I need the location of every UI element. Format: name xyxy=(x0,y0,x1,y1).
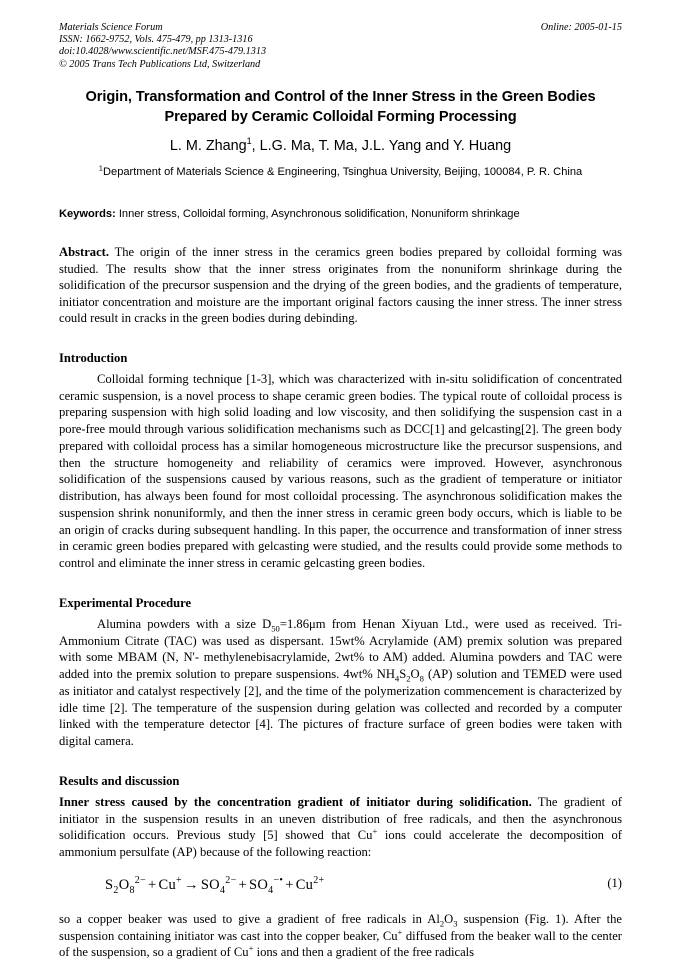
experimental-text-5: (AP) solution and TEMED were used as initiator and catalyst respectively [2], and the time of the polymerization commencement is characterized by idle time [2]. The temperature of the suspension during gelation was collected and recorded by a computer linked with the temperature detector [4]. The pictures of fracture surface of green bodies were taken with digital camera. xyxy=(59,667,622,749)
closing-text-2: O xyxy=(444,911,454,926)
section-heading-experimental: Experimental Procedure xyxy=(59,595,192,610)
eq-plus-1: + xyxy=(148,876,157,893)
eq-product2-base: SO xyxy=(249,876,269,893)
ap-subscript-2: 2 xyxy=(406,673,411,684)
author-rest: , L.G. Ma, T. Ma, J.L. Yang and Y. Huang xyxy=(251,138,512,154)
results-text-1: The gradient of initiator in the suspension results in an uneven distribution of free radicals, and then the asynchronous solidification occurs. Previous study [5] showed that Cu xyxy=(59,794,622,843)
eq-plus-2: + xyxy=(238,876,247,893)
affiliation xyxy=(59,165,622,180)
results-closing-paragraph xyxy=(59,911,622,961)
experimental-text-4: O xyxy=(410,667,420,682)
closing-text-4: diffused from the beaker wall to the center of the suspension, so a gradient of Cu xyxy=(59,928,622,960)
journal-name: Materials Science Forum xyxy=(59,22,163,33)
equation-row xyxy=(59,874,622,900)
eq-reactant1-el: O xyxy=(118,876,130,893)
journal-header xyxy=(59,22,622,74)
eq-reactant1-sub2: 8 xyxy=(129,884,135,896)
eq-reactant2-charge: + xyxy=(176,875,182,887)
eq-plus-3: + xyxy=(285,876,294,893)
results-text-2: ions could accelerate the decomposition of ammonium persulfate (AP) because of the following reaction: xyxy=(59,828,623,860)
alumina-subscript-1: 2 xyxy=(439,918,445,929)
issn-line: ISSN: 1662-9752, Vols. 475-479, pp 1313-1316 xyxy=(59,34,253,46)
eq-arrow: → xyxy=(184,876,199,893)
introduction-paragraph: Colloidal forming technique [1-3], which was characterized with in-situ solidification of concentrated ceramic suspension, is a novel process to shape ceramic green bodies. The typical route of colloidal process is preparing suspension with high solid loading and low viscosity, and then solidifying the suspension cast in a pore-free mould through various solidification mechanisms such as DCC[1] and gelcasting[2]. The green body prepared with colloidal process has a similar homogeneous microstructure like the precursor suspensions, and then the structure homogeneity and reliability of ceramics were improved. However, asynchronous solidification of the suspensions caused by various reasons, such as the gradient of temperature or initiator distribution, has always been found for most colloidal processing. The asynchronous solidification makes the suspension shrink nonuniformly, and then the inner stress in ceramic green body occurs, which is liable to be an origin of cracks during subsequent handling. In this paper, the occurrence and transformation of inner stress in ceramic green bodies prepared with gelcasting were studied, and the results could provide some methods to control and eliminate the inner stress in ceramic gelcasting green bodies. xyxy=(59,371,622,571)
ap-subscript-3: 8 xyxy=(419,673,424,684)
chemical-equation xyxy=(105,874,324,896)
affiliation-text: Department of Materials Science & Engineering, Tsinghua University, Beijing, 100084, P. R. China xyxy=(103,166,583,178)
results-paragraph xyxy=(59,794,622,861)
eq-radical-dot-icon: • xyxy=(279,875,284,887)
eq-product3-charge: 2+ xyxy=(313,875,325,887)
cu-charge-superscript: + xyxy=(372,826,378,837)
abstract-label: Abstract. xyxy=(59,245,110,259)
eq-product2-sub: 4 xyxy=(268,884,274,896)
equation-number: (1) xyxy=(607,875,622,890)
eq-product3-base: Cu xyxy=(295,876,314,893)
section-heading-results: Results and discussion xyxy=(59,773,180,788)
cu-charge-superscript-3: + xyxy=(248,943,254,954)
author-list xyxy=(59,137,622,156)
cu-charge-superscript-2: + xyxy=(397,926,403,937)
eq-reactant1-sub1: 2 xyxy=(113,884,119,896)
affiliation-marker: 1 xyxy=(98,163,104,173)
results-run-in-heading: Inner stress caused by the concentration gradient of initiator during solidification. xyxy=(59,794,532,809)
abstract-paragraph xyxy=(59,244,622,327)
closing-text-1: so a copper beaker was used to give a gradient of free radicals in Al xyxy=(59,911,440,926)
abstract-text: The origin of the inner stress in the ceramics green bodies prepared by colloidal forming was studied. The results show that the inner stress originates from the nonuniform shrinkage during the solidification of the precursor suspension and the drying of the green bodies, and the gradients of temperature, initiator concentration and moisture are the important original factors causing the inner stress. The inner stress could result in cracks in the green bodies during debinding. xyxy=(59,245,623,326)
keywords-line xyxy=(59,207,622,222)
ap-subscript-1: 4 xyxy=(394,673,400,684)
doi-line[interactable]: doi:10.4028/www.scientific.net/MSF.475-479.1313 xyxy=(59,46,267,58)
d50-subscript: 50 xyxy=(271,623,280,634)
copyright-line: © 2005 Trans Tech Publications Ltd, Switzerland xyxy=(59,58,261,70)
keywords-label: Keywords: xyxy=(59,208,116,220)
author-primary: L. M. Zhang xyxy=(169,138,247,154)
closing-text-5: ions and then a gradient of the free radicals xyxy=(253,945,475,960)
journal-header-left xyxy=(59,22,499,71)
author-affiliation-marker: 1 xyxy=(246,136,252,147)
eq-product1-charge: 2− xyxy=(225,875,237,887)
eq-reactant1-charge: 2− xyxy=(134,875,147,887)
keywords-value: Inner stress, Colloidal forming, Asynchronous solidification, Nonuniform shrinkage xyxy=(118,208,520,220)
eq-product2-charge: − xyxy=(273,875,280,887)
experimental-paragraph xyxy=(59,616,622,750)
experimental-text-1: Alumina powders with a size D xyxy=(97,616,272,631)
section-heading-introduction: Introduction xyxy=(59,350,128,365)
alumina-subscript-2: 3 xyxy=(453,918,458,929)
eq-product1-sub: 4 xyxy=(219,884,226,896)
eq-reactant1-base: S xyxy=(105,876,114,893)
experimental-text-2: =1.86μm from Henan Xiyuan Ltd., were used as received. Tri-Ammonium Citrate (TAC) was used as dispersant. 15wt% Acrylamide (AM) premix solution was prepared with some MBAM (N, N'- methylenebisacrylamide, 2wt% to AM) added. Alumina powders and TAC were added into the premix solution to prepare suspensions. 4wt% NH xyxy=(59,616,623,682)
online-date: Online: 2005-01-15 xyxy=(540,22,622,33)
experimental-text-3: S xyxy=(399,667,407,682)
eq-product1-base: SO xyxy=(200,876,220,893)
paper-title: Origin, Transformation and Control of the Inner Stress in the Green Bodies Prepared by Ceramic Colloidal Forming Processing xyxy=(85,89,596,125)
eq-reactant2-base: Cu xyxy=(158,876,177,893)
closing-text-3: suspension (Fig. 1). After the suspension containing initiator was cast into the copper beaker, Cu xyxy=(59,911,622,943)
